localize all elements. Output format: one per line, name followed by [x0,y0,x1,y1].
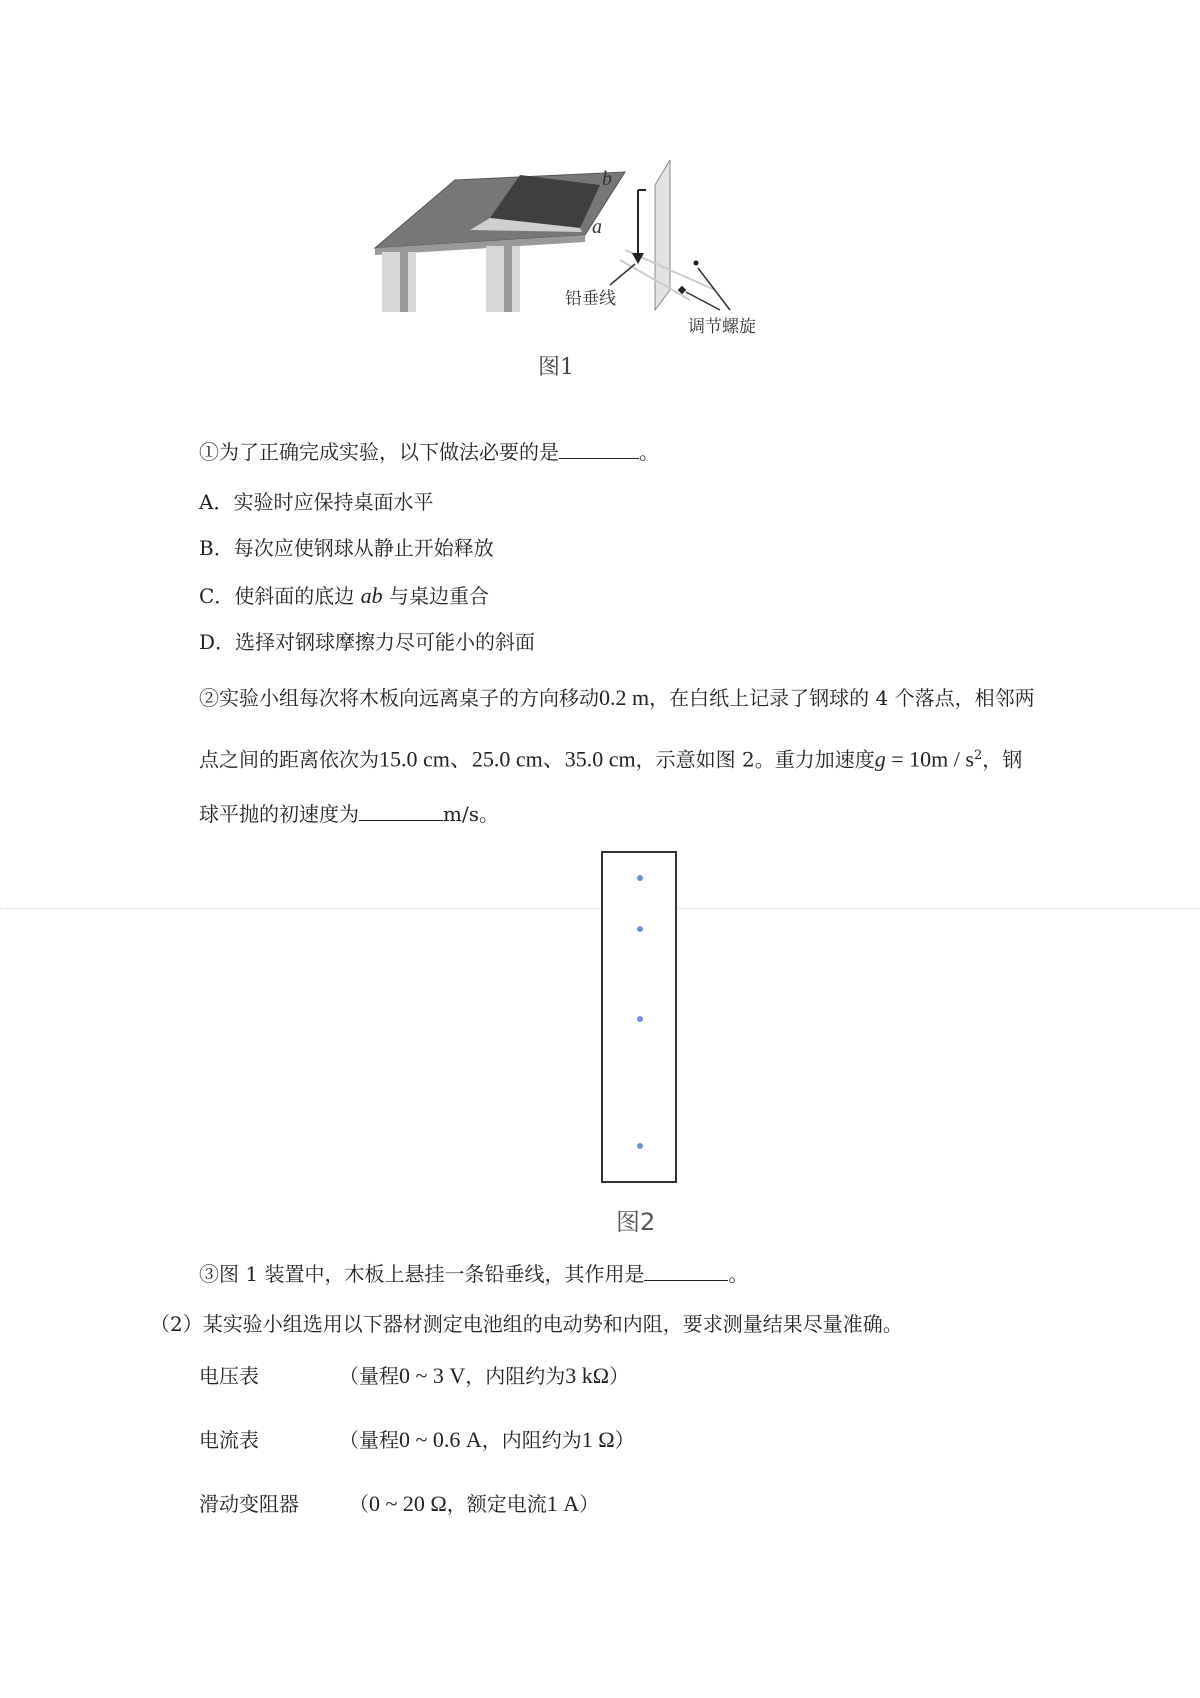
landing-point-4 [637,1143,643,1149]
equipment-spec-a: （量程 [339,1364,399,1388]
landing-point-1 [637,875,643,881]
option-b: B．每次应使钢球从静止开始释放 [199,536,494,560]
figure-1 [370,160,850,380]
leader-screw-1 [698,268,730,310]
option-d: D．选择对钢球摩擦力尽可能小的斜面 [199,630,536,654]
equipment-spec-a: （ [349,1492,369,1516]
equipment-name: 电流表 [199,1428,259,1452]
equipment-range: 0 ~ 0.6 A [399,1427,482,1452]
question-1-prompt [199,438,659,466]
q2-g-eq: = 10m / s [885,746,974,772]
q2-text-d: ，示意如图 2。重力加速度 [635,747,875,772]
q2-text-c: 点之间的距离依次为 [199,747,379,772]
question-2-line-1 [199,684,1035,712]
option-c-post: 与桌边重合 [382,584,490,608]
equipment-spec-c: ） [609,1364,630,1388]
q2-text-b: ，在白纸上记录了钢球的 4 个落点，相邻两 [649,686,1035,710]
option-c-pre: C．使斜面的底边 [199,584,361,608]
equipment-current: 1 A [546,1491,580,1516]
question-1-text: ①为了正确完成实验，以下做法必要的是 [199,440,559,464]
question-3 [199,1260,748,1288]
q2-distances: 15.0 cm、25.0 cm、35.0 cm [379,746,636,772]
equipment-resistance: 1 Ω [581,1427,615,1452]
equipment-spec-b: ，内阻约为 [465,1364,566,1388]
answer-blank-2 [359,800,443,821]
question-3-end: 。 [728,1262,749,1286]
label-b: b [602,168,612,190]
q2-unit: m/s。 [443,802,499,826]
table-leg-left-shade [400,252,408,312]
question-2-line-3 [199,800,499,828]
q2-g-var: g [874,746,886,772]
equipment-rheostat [199,1490,599,1518]
label-screw: 调节螺旋 [688,317,756,337]
equipment-spec-c: ） [579,1492,600,1516]
option-c-var: ab [360,583,383,608]
equipment-voltmeter [199,1362,629,1390]
q2-text-a: ②实验小组每次将木板向远离桌子的方向移动 [199,686,599,710]
equipment-name: 滑动变阻器 [199,1492,299,1516]
equipment-range: 0 ~ 3 V [399,1363,466,1388]
equipment-spec-b: ，内阻约为 [481,1428,582,1452]
q2-move-distance: 0.2 m [599,685,650,710]
label-plumb: 铅垂线 [565,289,616,309]
equipment-spec-b: ，额定电流 [446,1492,547,1516]
label-a: a [592,216,602,238]
landing-point-3 [637,1016,643,1022]
option-c [199,582,489,610]
question-3-text: ③图 1 装置中，木板上悬挂一条铅垂线，其作用是 [199,1262,645,1286]
q2-text-e: ，钢 [982,747,1023,772]
landing-point-2 [637,926,643,932]
q2-text-f: 球平抛的初速度为 [199,802,359,826]
table-leg-right-shade [504,246,512,312]
option-a: A．实验时应保持桌面水平 [199,490,434,514]
adjust-screw-1 [694,261,699,266]
table-leg-right [486,246,520,312]
figure-1-caption: 图1 [538,355,574,380]
answer-blank-3 [644,1260,728,1281]
question-1-end: 。 [639,440,659,464]
equipment-resistance: 3 kΩ [565,1363,610,1388]
question-2-line-2 [199,742,1022,774]
equipment-ammeter [199,1426,635,1454]
equipment-spec-c: ） [614,1428,635,1452]
leader-screw-2 [686,292,720,310]
equipment-name: 电压表 [199,1364,259,1388]
equipment-spec-a: （量程 [339,1428,399,1452]
table-leg-left [382,252,416,312]
leader-plumb [610,264,635,285]
figure-2-caption: 图2 [616,1208,656,1236]
q2-g-exp: 2 [973,748,983,763]
figure-2 [598,848,688,1248]
equipment-range: 0 ~ 20 Ω [369,1491,447,1516]
answer-blank-1 [559,438,639,459]
part-2-intro: （2）某实验小组选用以下器材测定电池组的电动势和内阻，要求测量结果尽量准确。 [150,1312,903,1336]
